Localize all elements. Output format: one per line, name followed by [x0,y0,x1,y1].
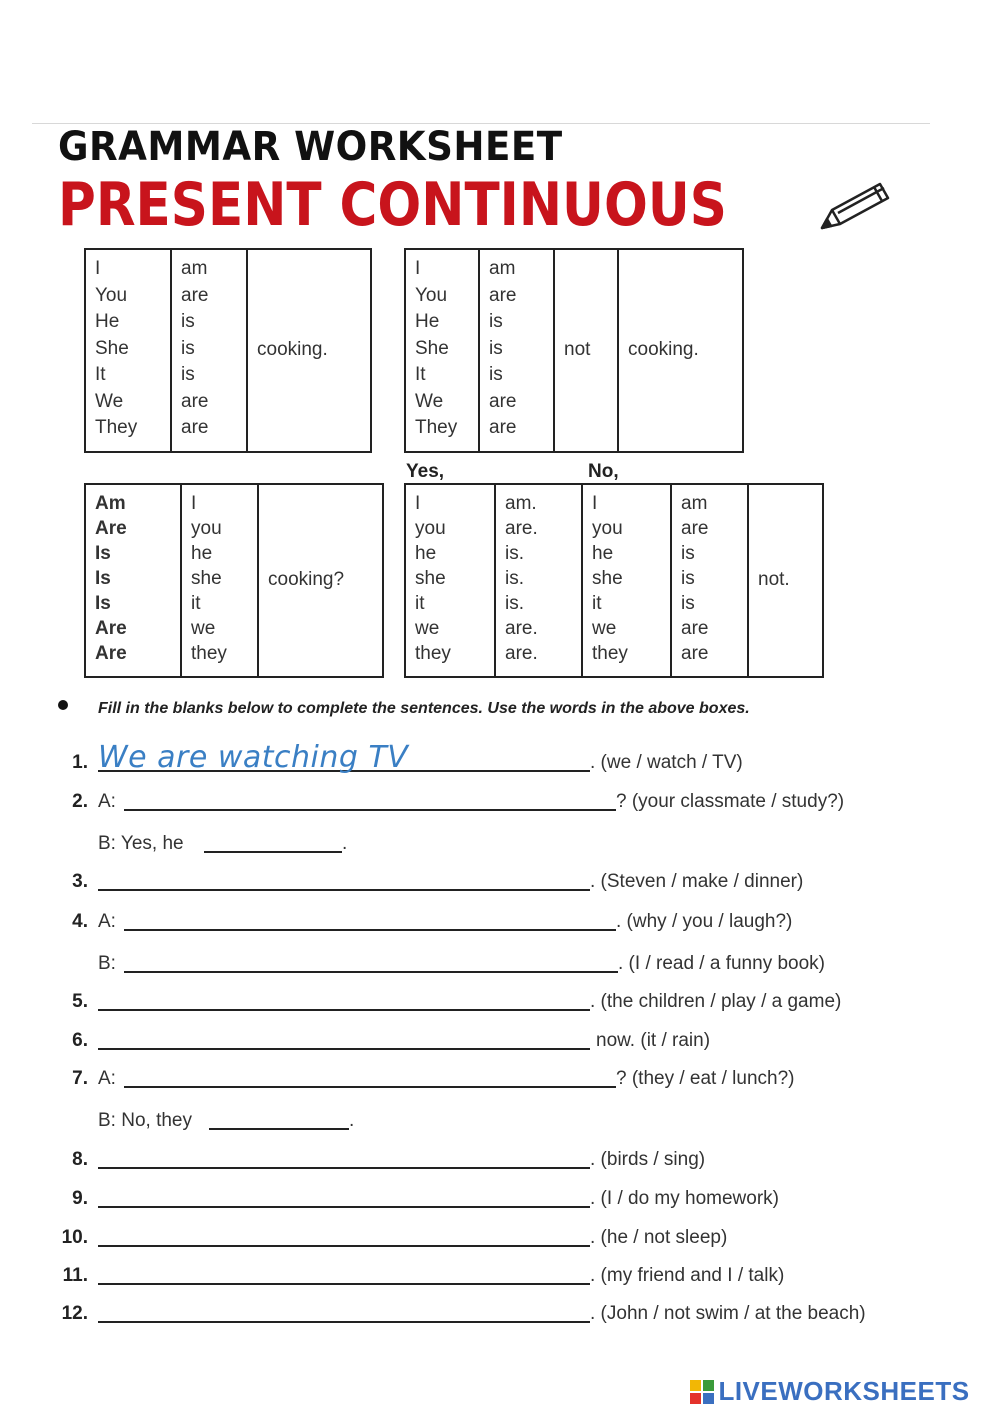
subjects-cell [181,484,258,677]
verb: am [489,258,516,279]
question-table [84,483,384,678]
liveworksheets-icon [690,1380,714,1404]
verb: are. [505,518,538,539]
no-label: No, [588,461,619,482]
verb: am. [505,493,537,514]
cue-6: now. (it / rain) [596,1030,711,1051]
question-number: 5. [72,991,88,1012]
subject: it [191,593,201,614]
verb: are [489,417,517,438]
verb: is. [505,543,524,564]
question-number: 9. [72,1188,88,1209]
verb: are [681,618,709,639]
verb: are [181,417,209,438]
negative-table [404,248,744,453]
question-number: 1. [72,752,88,773]
answer-blank-7a[interactable] [124,1086,616,1088]
verb: are [181,284,209,306]
cue-5: . (the children / play / a game) [590,991,842,1012]
negation-cell: not. [748,484,823,677]
verb: are [489,284,517,306]
subject: he [191,543,213,564]
subject: she [592,568,623,589]
short-answers-table [404,483,824,678]
answer-blank-11[interactable] [98,1283,590,1285]
auxiliary: Are [95,518,127,539]
subject: She [415,337,449,359]
speaker-a: A: [98,791,116,812]
subject: We [95,390,124,412]
auxiliary: Is [95,593,111,614]
subject: she [191,568,222,589]
subject: he [415,543,437,564]
cue-3: . (Steven / make / dinner) [590,871,804,892]
auxiliary: Are [95,643,127,664]
answer-blank-6[interactable] [98,1048,590,1050]
ending-cell: cooking. [247,249,371,452]
auxiliary: Is [95,568,111,589]
subject: We [415,390,444,412]
answer-blank-12[interactable] [98,1321,590,1323]
verb: are. [505,643,538,664]
answer-text-1[interactable]: We are watching TV [98,740,409,775]
worksheet-title: GRAMMAR WORKSHEET [58,124,563,170]
pencil-icon [818,176,894,234]
cue-4b: . (I / read / a funny book) [618,953,825,974]
question-number: 2. [72,791,88,812]
subject: It [415,364,426,385]
auxiliaries-cell [85,484,181,677]
yes-verbs-cell [495,484,582,677]
subject: she [415,568,446,589]
verb: are. [505,618,538,639]
subject: They [95,417,138,438]
worksheet-subtitle: PRESENT CONTINUOUS [58,170,727,240]
verb: is [489,337,503,359]
verb: is [181,364,195,385]
subject: I [191,493,197,514]
verb: are [181,390,209,412]
question-number: 8. [72,1149,88,1170]
subject: it [415,593,425,614]
subject: I [415,258,421,279]
verb: is [181,311,195,332]
verb: is [489,364,503,385]
auxiliary: Am [95,493,126,514]
subject: I [95,258,101,279]
subjects-cell [405,249,479,452]
question-number: 7. [72,1068,88,1089]
question-number: 6. [72,1030,88,1051]
question-number: 12. [61,1303,88,1324]
subject: you [415,518,446,539]
cue-11: . (my friend and I / talk) [590,1265,785,1286]
instructions: Fill in the blanks below to complete the sentences. Use the words in the above boxes. [98,700,750,717]
subject: I [415,493,421,514]
subject: they [191,643,227,664]
answer-blank-5[interactable] [98,1009,590,1011]
subject: we [592,618,617,639]
verb: is. [505,568,524,589]
liveworksheets-brand: LIVEWORKSHEETS [718,1376,970,1406]
answer-blank-10[interactable] [98,1245,590,1247]
period: . [342,833,348,854]
cue-8: . (birds / sing) [590,1149,706,1170]
subject: It [95,364,106,385]
answer-blank-2b[interactable] [204,851,342,853]
cue-4a: . (why / you / laugh?) [616,911,793,932]
subject: they [415,643,451,664]
subject: You [95,284,128,306]
answer-blank-7b[interactable] [209,1128,349,1130]
answer-blank-4a[interactable] [124,929,616,931]
verb: is [681,568,695,589]
ending-cell: cooking? [258,484,383,677]
answer-blank-8[interactable] [98,1167,590,1169]
bullet [58,700,68,710]
subject: it [592,593,602,614]
auxiliary: Are [95,618,127,639]
speaker-b: B: No, they [98,1110,192,1131]
answer-blank-9[interactable] [98,1206,590,1208]
cue-10: . (he / not sleep) [590,1227,728,1248]
subject: I [592,493,598,514]
subject: we [191,618,216,639]
subject: He [95,311,120,332]
subject: She [95,337,129,359]
negation-cell: not [554,249,618,452]
speaker-a: A: [98,911,116,932]
ending-cell: cooking. [618,249,743,452]
cue-2: ? (your classmate / study?) [616,791,845,812]
verb: is [181,337,195,359]
question-number: 4. [72,911,88,932]
yes-label: Yes, [406,461,445,482]
subject: he [592,543,614,564]
verb: are [489,390,517,412]
subject: they [592,643,628,664]
auxiliary: Is [95,543,111,564]
verb: am [681,493,708,514]
answer-blank-4b[interactable] [124,971,618,973]
subject: we [415,618,440,639]
subject: you [592,518,623,539]
period: . [349,1110,355,1131]
verb: are [681,643,709,664]
cue-1: . (we / watch / TV) [590,752,743,773]
subject: You [415,284,448,306]
question-number: 11. [62,1265,88,1286]
no-verbs-cell [671,484,748,677]
yes-subjects-cell [405,484,495,677]
no-subjects-cell [582,484,671,677]
verbs-cell [479,249,554,452]
cue-7: ? (they / eat / lunch?) [616,1068,795,1089]
affirmative-table [84,248,372,453]
subject: He [415,311,440,332]
liveworksheets-logo[interactable] [690,1376,970,1407]
cue-9: . (I / do my homework) [590,1188,779,1209]
verb: is [681,593,695,614]
verb: is. [505,593,524,614]
cue-12: . (John / not swim / at the beach) [590,1303,866,1324]
question-number: 3. [72,871,88,892]
verb: am [181,258,208,279]
verb: are [681,518,709,539]
verbs-cell [171,249,247,452]
subject: They [415,417,458,438]
speaker-b: B: [98,953,116,974]
speaker-a: A: [98,1068,116,1089]
verb: is [489,311,503,332]
verb: is [681,543,695,564]
speaker-b: B: Yes, he [98,833,184,854]
question-number: 10. [61,1227,88,1248]
answer-blank-2a[interactable] [124,809,616,811]
answer-blank-3[interactable] [98,889,590,891]
subject: you [191,518,222,539]
subjects-cell [85,249,171,452]
